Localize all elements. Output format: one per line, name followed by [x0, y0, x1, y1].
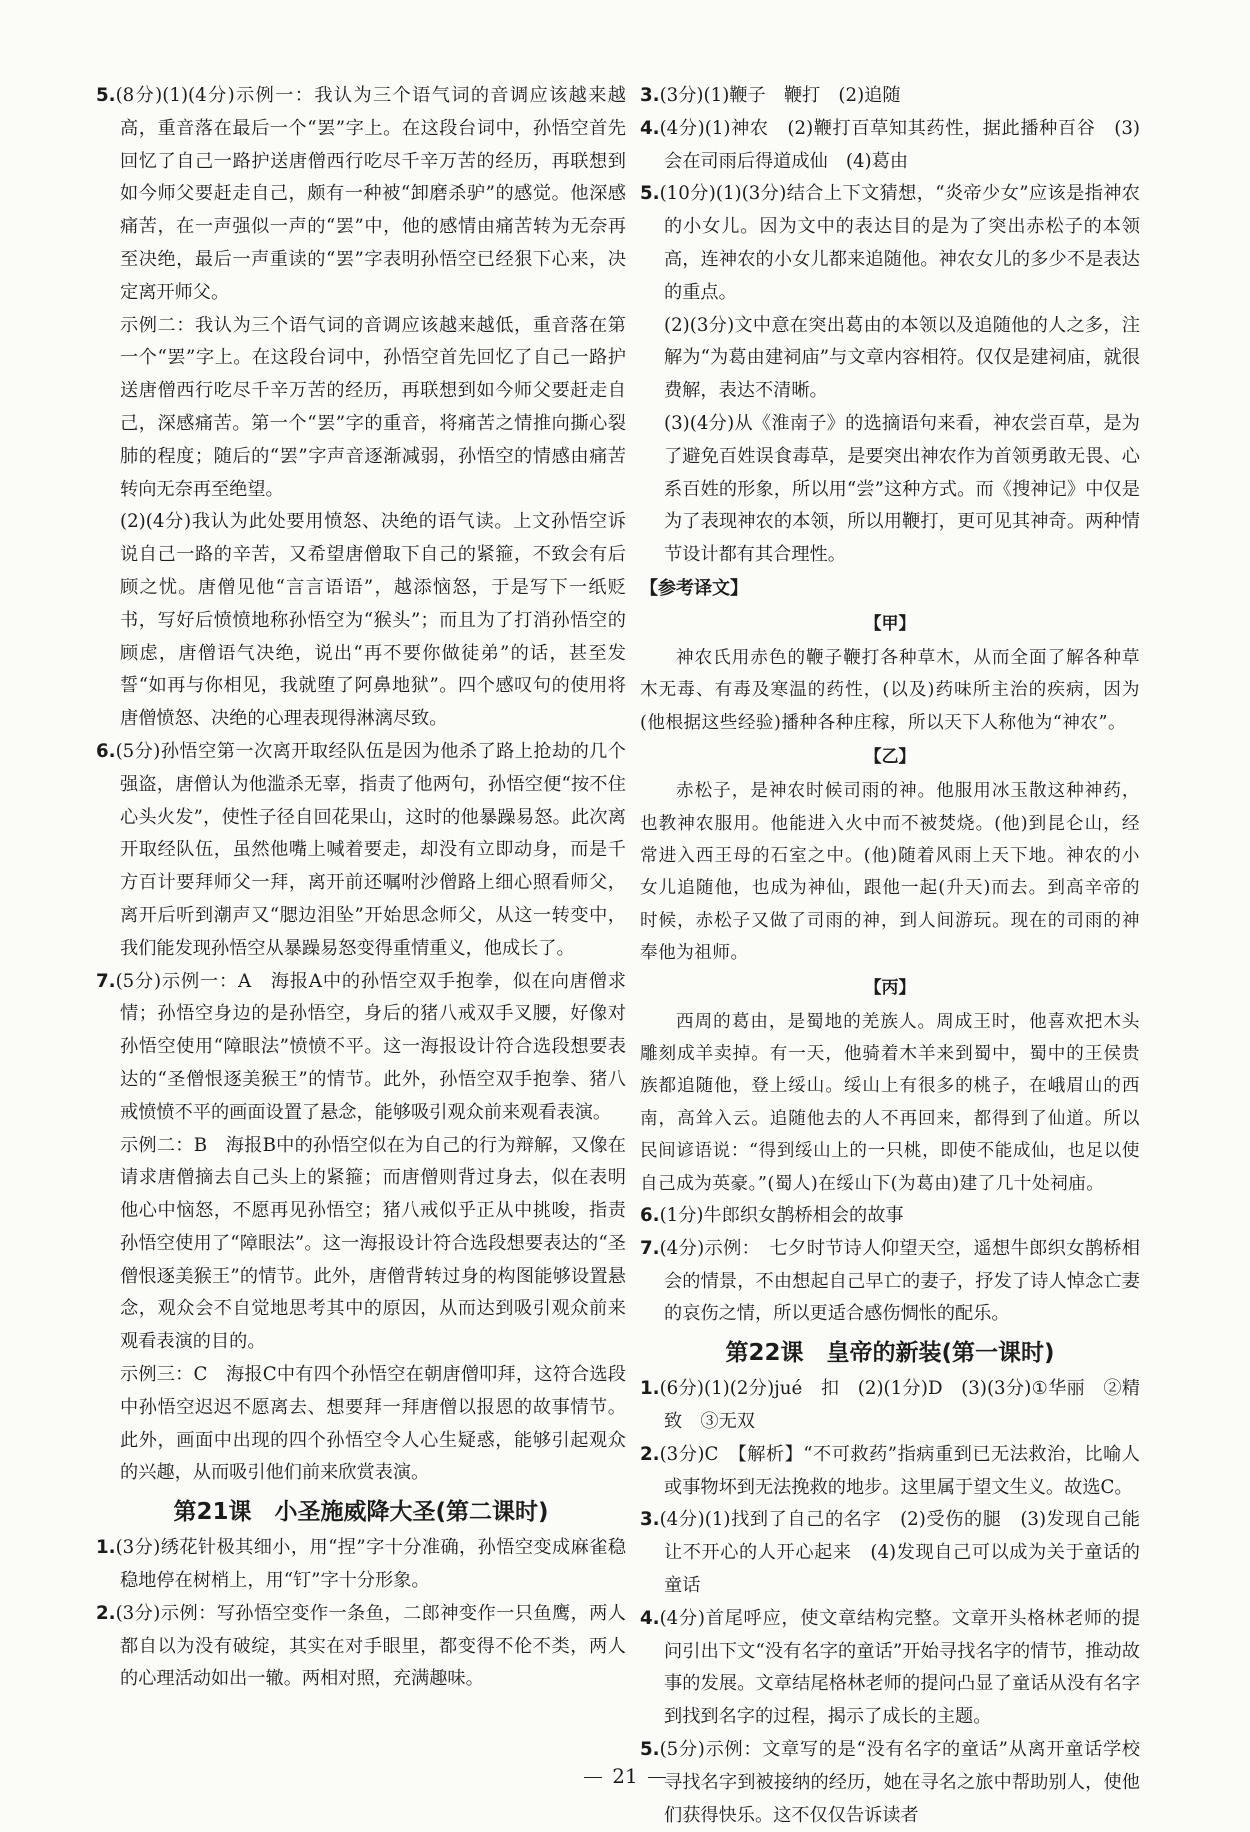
answer-text: (3分)示例：写孙悟空变作一条鱼，二郎神变作一只鱼鹰，两人都自以为没有破绽，其实在对手眼里，都变得不伦不类，两人的心理活动如出一辙。两相对照，充满趣味。	[115, 1602, 626, 1690]
answer-number: 7.	[96, 970, 116, 992]
answer-item	[640, 113, 1140, 179]
answer-item	[640, 1439, 1140, 1505]
answer-item	[640, 1200, 1140, 1233]
answer-text: (4分)示例： 七夕时节诗人仰望天空，遥想牛郎织女鹊桥相会的情景，不由想起自己早亡的妻子，抒发了诗人悼念亡妻的哀伤之情，所以更适合感伤惆怅的配乐。	[659, 1237, 1140, 1325]
answer-number: 3.	[640, 1509, 660, 1531]
answer-paragraph: 示例二：我认为三个语气词的音调应该越来越低，重音落在第一个“罢”字上。在这段台词中，孙悟空首先回忆了自己一路护送唐僧西行吃尽千辛万苦的经历，再联想到如今师父要赶走自己，深感痛苦。第一个“罢”字的重音，将痛苦之情推向撕心裂肺的程度；随后的“罢”字声音逐渐减弱，孙悟空的情感由痛苦转向无奈再至绝望。	[120, 314, 626, 500]
left-column	[96, 80, 626, 1696]
answer-number: 4.	[640, 117, 660, 139]
answer-text: (6分)(1)(2分)jué 扣 (2)(1分)D (3)(3分)①华丽 ②精致 ③无双	[659, 1378, 1140, 1433]
answer-text: (4分)(1)神农 (2)鞭打百草知其药性，据此播种百谷 (3)会在司雨后得道成仙 (4)葛由	[659, 117, 1140, 172]
dash-left	[584, 1777, 602, 1778]
answer-item	[96, 1532, 626, 1598]
answer-number: 6.	[640, 1205, 660, 1227]
answer-item	[640, 1233, 1140, 1331]
translation-paragraph: 神农氏用赤色的鞭子鞭打各种草木，从而全面了解各种草木无毒、有毒及寒温的药性，(以及)药味所主治的疾病，因为(他根据这些经验)播种各种庄稼，所以天下人称他为“神农”。	[640, 647, 1140, 733]
answer-item	[640, 1603, 1140, 1734]
answer-number: 6.	[96, 740, 116, 762]
page-number	[0, 1764, 1250, 1788]
answer-paragraph: (3)(4分)从《淮南子》的选摘语句来看，神农尝百草，是为了避免百姓误食毒草，是要突出神农作为首领勇敢无畏、心系百姓的形象，所以用“尝”这种方式。而《搜神记》中仅是为了表现神农的本领，所以用鞭打，更可见其神奇。两种情节设计都有其合理性。	[664, 412, 1140, 566]
answer-item	[96, 966, 626, 1130]
section-marker: 【丙】	[864, 977, 916, 998]
answer-number: 3.	[640, 85, 660, 106]
answer-text: (5分)孙悟空第一次离开取经队伍是因为他杀了路上抢劫的几个强盗，唐僧认为他滥杀无辜，指责了他两句，孙悟空便“按不住心头火发”，使性子径自回花果山，这时的他暴躁易怒。此次离开取经队伍，虽然他嘴上喊着要走，却没有立即动身，而是千方百计要拜师父一拜，离开前还嘱咐沙僧路上细心照看师父，离开后听到潮声又“腮边泪坠”开始思念师父，从这一转变中，我们能发现孙悟空从暴躁易怒变得重情重义，他成长了。	[115, 740, 626, 959]
answer-item	[96, 1598, 626, 1696]
lesson-heading: 第22课 皇帝的新装(第一课时)	[725, 1340, 1055, 1367]
answer-paragraph: (2)(3分)文中意在突出葛由的本领以及追随他的人之多，注解为“为葛由建祠庙”与文章内容相符。仅仅是建祠庙，就很费解，表达不清晰。	[664, 314, 1140, 402]
answer-item	[640, 1373, 1140, 1439]
reference-translation-heading: 【参考译文】	[640, 577, 748, 599]
page-number-text: 21	[612, 1764, 638, 1788]
lesson-heading: 第21课 小圣施威降大圣(第二课时)	[173, 1499, 549, 1526]
answer-text: (4分)(1)找到了自己的名字 (2)受伤的腿 (3)发现自己能让不开心的人开心起来 (4)发现自己可以成为关于童话的童话	[659, 1509, 1140, 1597]
answer-number: 5.	[640, 183, 660, 205]
answer-paragraph: (2)(4分)我认为此处要用愤怒、决绝的语气读。上文孙悟空诉说自己一路的辛苦，又希望唐僧取下自己的紧箍，不致会有后顾之忧。唐僧见他“言言语语”，越添恼怒，于是写下一纸贬书，写好后愤愤地称孙悟空为“猴头”；而且为了打消孙悟空的顾虑，唐僧语气决绝，说出“再不要你做徒弟”的话，甚至发誓“如再与你相见，我就堕了阿鼻地狱”。四个感叹句的使用将唐僧愤怒、决绝的心理表现得淋漓尽致。	[120, 511, 626, 730]
answer-number: 2.	[96, 1602, 116, 1624]
section-marker: 【甲】	[864, 613, 916, 634]
translation-paragraph: 赤松子，是神农时候司雨的神。他服用冰玉散这种神药，也教神农服用。他能进入火中而不被焚烧。(他)到昆仑山，经常进入西王母的石室之中。(他)随着风雨上天下地。神农的小女儿追随他，也成为神仙，跟他一起(升天)而去。到高辛帝的时候，赤松子又做了司雨的神，到人间游玩。现在的司雨的神奉他为祖师。	[640, 781, 1140, 964]
answer-number: 2.	[640, 1443, 660, 1465]
answer-paragraph: 示例三：C 海报C中有四个孙悟空在朝唐僧叩拜，这符合选段中孙悟空迟迟不愿离去、想要拜一拜唐僧以报恩的故事情节。此外，画面中出现的四个孙悟空令人心生疑惑，能够引起观众的兴趣，从而吸引他们前来欣赏表演。	[120, 1364, 626, 1484]
answer-text: (5分)示例：文章写的是“没有名字的童话”从离开童话学校寻找名字到被接纳的经历，她在寻名之旅中帮助别人，使他们获得快乐。这不仅仅告诉读者	[659, 1739, 1140, 1826]
answer-item	[96, 80, 626, 310]
answer-text: (3分)绣花针极其细小，用“捏”字十分准确，孙悟空变成麻雀稳稳地停在树梢上，用“钉”字十分形象。	[115, 1537, 626, 1592]
answer-number: 4.	[640, 1607, 660, 1629]
answer-item	[640, 80, 1140, 113]
answer-text: (4分)首尾呼应，使文章结构完整。文章开头格林老师的提问引出下文“没有名字的童话”开始寻找名字的情节，推动故事的发展。文章结尾格林老师的提问凸显了童话从没有名字到找到名字的过程，揭示了成长的主题。	[659, 1607, 1140, 1728]
answer-number: 5.	[640, 1739, 660, 1760]
answer-number: 7.	[640, 1237, 660, 1259]
dash-right	[648, 1777, 666, 1778]
answer-text: (3分)(1)鞭子 鞭打 (2)追随	[659, 85, 901, 106]
answer-number: 1.	[96, 1537, 116, 1559]
answer-text: (1分)牛郎织女鹊桥相会的故事	[659, 1205, 904, 1227]
answer-text: (8分)(1)(4分)示例一：我认为三个语气词的音调应该越来越高，重音落在最后一个“罢”字上。在这段台词中，孙悟空首先回忆了自己一路护送唐僧西行吃尽千辛万苦的经历，再联想到如今师父要赶走自己，颇有一种被“卸磨杀驴”的感觉。他深感痛苦，在一声强似一声的“罢”中，他的感情由痛苦转为无奈再至决绝，最后一声重读的“罢”字表明孙悟空已经狠下心来，决定离开师父。	[115, 85, 626, 303]
translation-paragraph: 西周的葛由，是蜀地的羌族人。周成王时，他喜欢把木头雕刻成羊卖掉。有一天，他骑着木羊来到蜀中，蜀中的王侯贵族都追随他，登上绥山。绥山上有很多的桃子，在峨眉山的西南，高耸入云。追随他去的人不再回来，都得到了仙道。所以民间谚语说：“得到绥山上的一只桃，即使不能成仙，也足以使自己成为英豪。”(蜀人)在绥山下(为葛由)建了几十处祠庙。	[640, 1011, 1140, 1194]
answer-item	[640, 178, 1140, 309]
answer-paragraph: 示例二：B 海报B中的孙悟空似在为自己的行为辩解，又像在请求唐僧摘去自己头上的紧箍；而唐僧则背过身去，似在表明他心中恼怒，不愿再见孙悟空；猪八戒似乎正从中挑唆，指责孙悟空使用了“障眼法”。这一海报设计符合选段想要表达的“圣僧恨逐美猴王”的情节。此外，唐僧背转过身的构图能够设置悬念，观众会不自觉地思考其中的原因，从而达到吸引观众前来观看表演的目的。	[120, 1134, 626, 1353]
right-column	[640, 80, 1140, 1832]
answer-number: 1.	[640, 1378, 660, 1400]
answer-text: (3分)C 【解析】“不可救药”指病重到已无法救治，比喻人或事物坏到无法挽救的地步。这里属于望文生义。故选C。	[659, 1443, 1140, 1498]
answer-item	[96, 736, 626, 966]
answer-text: (10分)(1)(3分)结合上下文猜想，“炎帝少女”应该是指神农的小女儿。因为文中的表达目的是为了突出赤松子的本领高，连神农的小女儿都来追随他。神农女儿的多少不是表达的重点。	[659, 183, 1140, 303]
answer-item	[640, 1504, 1140, 1602]
section-marker: 【乙】	[864, 747, 916, 768]
answer-text: (5分)示例一：A 海报A中的孙悟空双手抱拳，似在向唐僧求情；孙悟空身边的是孙悟空，身后的猪八戒双手叉腰，好像对孙悟空使用“障眼法”愤愤不平。这一海报设计符合选段想要表达的“圣僧恨逐美猴王”的情节。此外，孙悟空双手抱拳、猪八戒愤愤不平的画面设置了悬念，能够吸引观众前来观看表演。	[115, 970, 626, 1123]
answer-number: 5.	[96, 85, 116, 106]
